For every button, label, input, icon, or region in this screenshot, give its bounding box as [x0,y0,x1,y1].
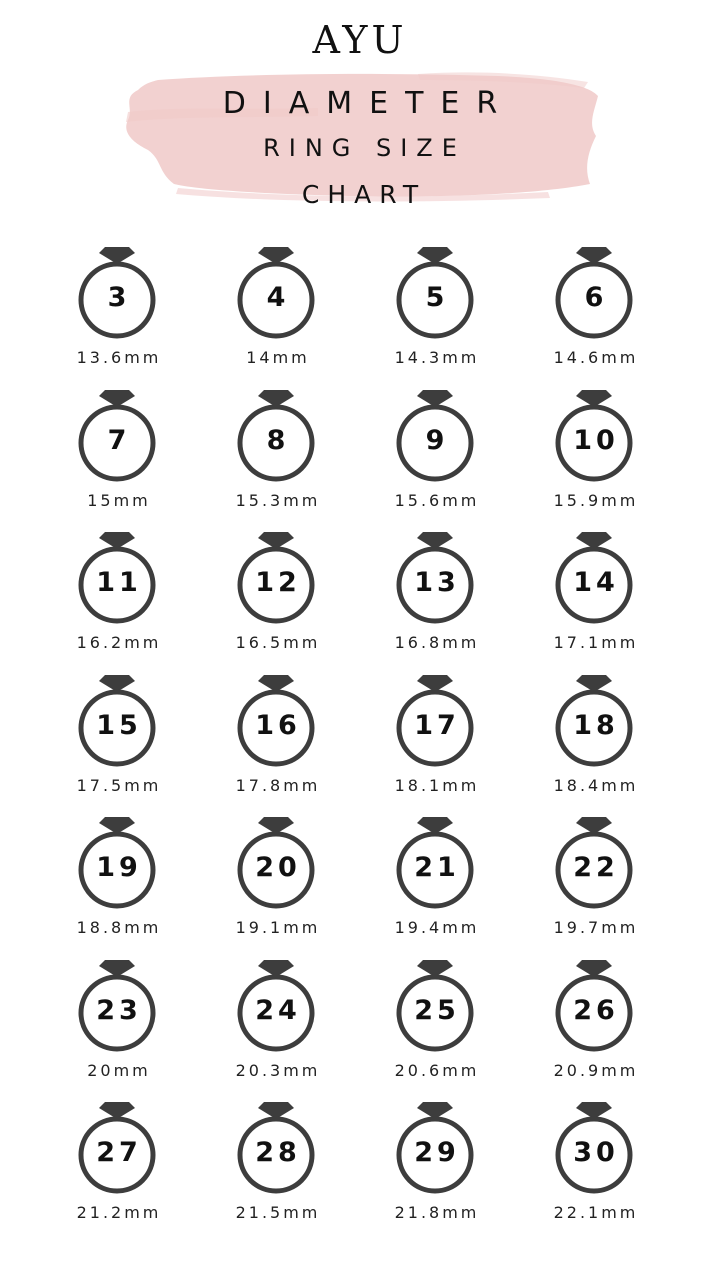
ring-diameter-label: 20.3mm [235,1060,321,1080]
ring-diameter-label: 17.5mm [76,775,162,795]
ring-size-cell [515,527,674,670]
ring-size-cell [515,955,674,1098]
ring-diameter-label: 19.7mm [553,918,639,937]
ring-size-number: 4 [266,282,290,313]
ring-size-number: 16 [255,709,301,741]
ring-diameter-label: 18.4mm [553,775,639,795]
ring-size-number: 10 [573,424,619,456]
ring-size-cell [356,1097,515,1240]
ring-diameter-label: 16.2mm [76,633,162,652]
ring-size-number: 22 [573,852,619,883]
ring-size-number: 15 [96,709,142,741]
ring-size-cell [356,527,515,670]
ring-size-cell [197,527,356,670]
ring-size-number: 19 [96,852,142,883]
ring-diameter-label: 20.6mm [394,1060,480,1080]
ring-size-cell [38,812,197,955]
ring-diameter-label: 21.2mm [76,1203,162,1222]
ring-diameter-label: 14.6mm [553,348,639,367]
ring-size-cell [38,527,197,670]
ring-size-cell [197,1097,356,1240]
ring-size-cell [356,670,515,813]
ring-size-cell [197,670,356,813]
ring-size-cell [197,385,356,528]
ring-size-number: 8 [266,424,290,456]
ring-size-number: 11 [96,567,142,598]
ring-size-cell [38,385,197,528]
ring-size-number: 3 [107,282,131,313]
ring-diameter-label: 16.8mm [394,633,480,652]
ring-size-cell [515,670,674,813]
ring-size-cell [197,242,356,385]
ring-size-number: 17 [414,709,460,741]
ring-size-number: 13 [414,567,460,598]
ring-size-cell [515,812,674,955]
ring-size-number: 26 [573,994,619,1026]
ring-diameter-label: 19.1mm [235,918,321,937]
ring-size-number: 27 [96,1137,142,1168]
ring-size-number: 7 [107,424,131,456]
ring-size-cell [38,955,197,1098]
ring-size-cell [197,812,356,955]
ring-size-cell [515,385,674,528]
ring-size-number: 24 [255,994,301,1026]
ring-diameter-label: 15mm [87,490,151,510]
ring-size-cell [356,385,515,528]
ring-diameter-label: 22.1mm [553,1203,639,1222]
ring-size-cell [356,812,515,955]
ring-diameter-label: 19.4mm [394,918,480,937]
ring-size-number: 20 [255,852,301,883]
ring-size-cell [356,955,515,1098]
ring-diameter-label: 18.8mm [76,918,162,937]
ring-diameter-label: 21.8mm [394,1203,480,1222]
ring-diameter-label: 17.8mm [235,775,321,795]
title-chart: CHART [301,180,427,209]
ring-diameter-label: 17.1mm [553,633,639,652]
ring-size-number: 9 [425,424,449,456]
title-diameter: DIAMETER [222,86,515,121]
ring-diameter-label: 15.9mm [553,490,639,510]
ring-size-number: 5 [425,282,449,313]
ring-diameter-label: 13.6mm [76,348,162,367]
ring-size-number: 25 [414,994,460,1026]
ring-size-number: 6 [584,282,608,313]
ring-size-number: 12 [255,567,301,598]
brand-logo: AYU [312,18,408,62]
title-ring-size: RING SIZE [263,134,466,162]
ring-size-cell [38,1097,197,1240]
ring-diameter-label: 14.3mm [394,348,480,367]
ring-size-number: 28 [255,1137,301,1168]
ring-diameter-label: 21.5mm [235,1203,321,1222]
ring-size-number: 29 [414,1137,460,1168]
ring-size-number: 30 [573,1137,619,1168]
ring-size-number: 14 [573,567,619,598]
ring-size-cell [197,955,356,1098]
ring-diameter-label: 15.6mm [394,490,480,510]
ring-size-cell [38,670,197,813]
ring-size-cell [515,242,674,385]
ring-size-cell [356,242,515,385]
ring-size-number: 21 [414,852,460,883]
ring-size-cell [38,242,197,385]
ring-size-cell [515,1097,674,1240]
ring-size-grid [38,242,674,1240]
ring-diameter-label: 15.3mm [235,490,321,510]
ring-diameter-label: 20.9mm [553,1060,639,1080]
ring-size-number: 23 [96,994,142,1026]
ring-diameter-label: 16.5mm [235,633,321,652]
ring-diameter-label: 20mm [87,1060,151,1080]
ring-diameter-label: 14mm [246,348,310,367]
ring-diameter-label: 18.1mm [394,775,480,795]
ring-size-number: 18 [573,709,619,741]
